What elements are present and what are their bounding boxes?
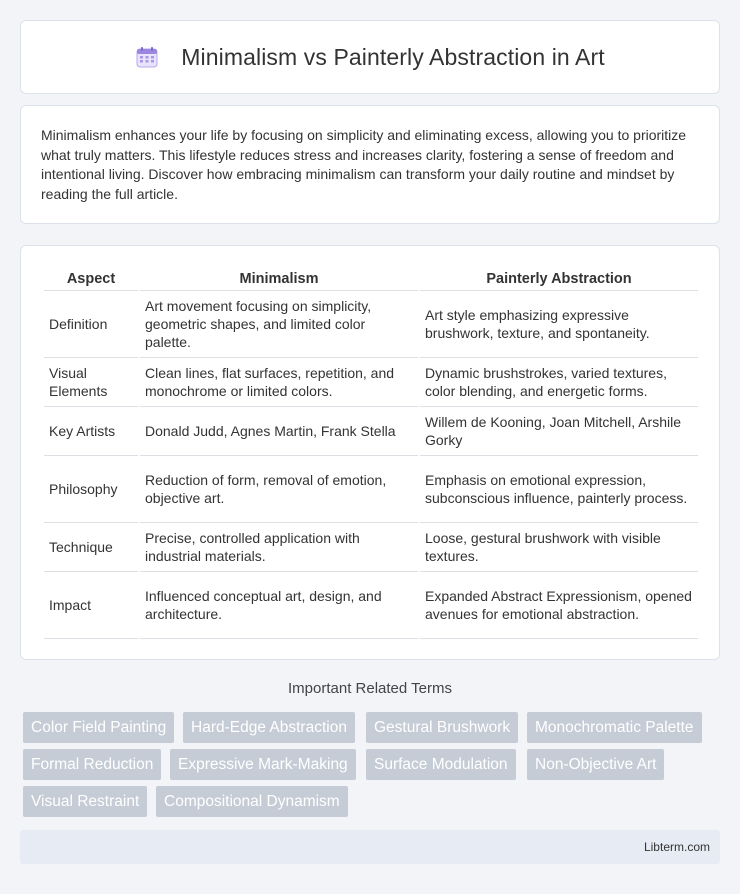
table-header-row	[44, 266, 698, 291]
table-row	[44, 407, 698, 456]
table-row	[44, 291, 698, 358]
painterly-cell: Expanded Abstract Expressionism, opened avenues for emotional abstraction.	[420, 572, 698, 639]
painterly-cell: Willem de Kooning, Joan Mitchell, Arshile Gorky	[420, 407, 698, 456]
row-aspect: Technique	[44, 523, 138, 572]
related-terms-title: Important Related Terms	[288, 680, 452, 697]
header-minimalism: Minimalism	[140, 266, 418, 291]
row-aspect: Impact	[44, 572, 138, 639]
intro-text: Minimalism enhances your life by focusing on simplicity and eliminating excess, allowing you to prioritize what truly matters. This lifestyle reduces stress and increases clarity, fostering a sense of freedom and intentional living. Discover how embracing minimalism can transform your daily routine and mindset by reading the full article.	[41, 127, 687, 202]
calendar-icon	[135, 45, 159, 69]
header-aspect: Aspect	[44, 266, 138, 291]
table-row	[44, 572, 698, 639]
related-term-tag[interactable]: Visual Restraint	[23, 786, 147, 817]
intro-card	[20, 105, 720, 224]
related-term-tag[interactable]: Gestural Brushwork	[366, 712, 518, 743]
minimalism-cell: Donald Judd, Agnes Martin, Frank Stella	[140, 407, 418, 456]
painterly-cell: Dynamic brushstrokes, varied textures, color blending, and energetic forms.	[420, 358, 698, 407]
header	[135, 44, 604, 71]
footer-site-link[interactable]: Libterm.com	[643, 840, 710, 854]
minimalism-cell: Influenced conceptual art, design, and architecture.	[140, 572, 418, 639]
row-aspect: Key Artists	[44, 407, 138, 456]
comparison-table	[42, 266, 700, 639]
related-term-tag[interactable]: Color Field Painting	[23, 712, 174, 743]
row-aspect: Definition	[44, 291, 138, 358]
related-term-tag[interactable]: Compositional Dynamism	[156, 786, 348, 817]
related-term-tag[interactable]: Hard-Edge Abstraction	[183, 712, 355, 743]
related-term-tag[interactable]: Surface Modulation	[366, 749, 516, 780]
footer	[20, 830, 720, 864]
row-aspect: Visual Elements	[44, 358, 138, 407]
minimalism-cell: Reduction of form, removal of emotion, objective art.	[140, 456, 418, 523]
table-row	[44, 456, 698, 523]
painterly-cell: Loose, gestural brushwork with visible textures.	[420, 523, 698, 572]
header-card	[20, 20, 720, 94]
related-term-tag[interactable]: Formal Reduction	[23, 749, 161, 780]
row-aspect: Philosophy	[44, 456, 138, 523]
painterly-cell: Art style emphasizing expressive brushwork, texture, and spontaneity.	[420, 291, 698, 358]
painterly-cell: Emphasis on emotional expression, subconscious influence, painterly process.	[420, 456, 698, 523]
related-term-tag[interactable]: Expressive Mark-Making	[170, 749, 356, 780]
comparison-card	[20, 245, 720, 660]
minimalism-cell: Clean lines, flat surfaces, repetition, and monochrome or limited colors.	[140, 358, 418, 407]
header-painterly-abstraction: Painterly Abstraction	[420, 266, 698, 291]
minimalism-cell: Art movement focusing on simplicity, geometric shapes, and limited color palette.	[140, 291, 418, 358]
page-title: Minimalism vs Painterly Abstraction in Art	[181, 43, 605, 70]
minimalism-cell: Precise, controlled application with industrial materials.	[140, 523, 418, 572]
related-term-tag[interactable]: Non-Objective Art	[527, 749, 664, 780]
table-row	[44, 523, 698, 572]
related-term-tag[interactable]: Monochromatic Palette	[527, 712, 702, 743]
table-row	[44, 358, 698, 407]
